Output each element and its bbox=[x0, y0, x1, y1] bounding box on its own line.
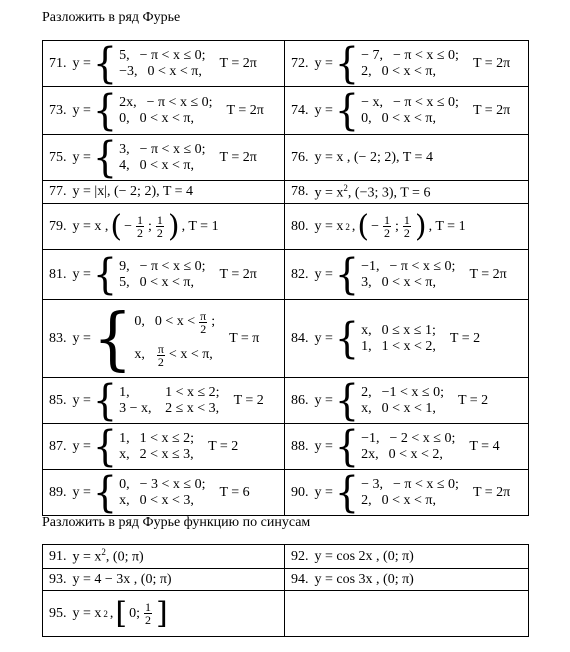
problem-number: 84. bbox=[291, 330, 309, 346]
period: T = π bbox=[229, 330, 260, 346]
cases bbox=[134, 310, 215, 368]
problem-number: 73. bbox=[49, 102, 67, 118]
brace-icon: { bbox=[92, 469, 118, 516]
problem-85 bbox=[43, 378, 285, 424]
problem-82 bbox=[285, 250, 529, 300]
case-value: 5, bbox=[119, 47, 130, 63]
problem-79 bbox=[43, 204, 285, 250]
expression: $y = x^2$, (0; π) bbox=[72, 547, 144, 565]
problem-number: 87. bbox=[49, 438, 67, 454]
cases bbox=[119, 259, 205, 291]
problem-number: 83. bbox=[49, 330, 67, 346]
lhs: y = bbox=[72, 438, 91, 454]
brace-icon: { bbox=[92, 134, 118, 181]
brace-icon: { bbox=[334, 423, 360, 470]
case-range: − π < x ≤ 0; bbox=[393, 94, 459, 110]
lhs: y = bbox=[72, 149, 91, 165]
problem-number: 75. bbox=[49, 149, 67, 165]
case-value: 0, bbox=[119, 476, 130, 492]
problem-89 bbox=[43, 470, 285, 516]
lhs: y = bbox=[314, 266, 333, 282]
brace-icon: { bbox=[92, 299, 133, 378]
case-value: 3, bbox=[361, 274, 372, 290]
case-range: 2 < x ≤ 3, bbox=[139, 446, 194, 462]
lhs: y = bbox=[314, 102, 333, 118]
case-value: −1, bbox=[361, 430, 380, 446]
expression: y = |x|, (− 2; 2), T = 4 bbox=[72, 184, 194, 199]
period: T = 2π bbox=[472, 484, 511, 500]
problem-number: 82. bbox=[291, 266, 309, 282]
case-range: − π < x ≤ 0; bbox=[139, 258, 206, 274]
expression: y = 4 − 3x , (0; π) bbox=[72, 571, 172, 587]
problem-77 bbox=[43, 181, 285, 204]
cases bbox=[361, 95, 459, 127]
section-heading-fourier: Разложить в ряд Фурье bbox=[42, 10, 181, 25]
paren-close-icon: ) bbox=[167, 208, 180, 244]
problem-75 bbox=[43, 135, 285, 181]
case-range: 1 < x ≤ 2; bbox=[139, 430, 195, 446]
brace-icon: { bbox=[92, 86, 118, 135]
brace-icon: { bbox=[92, 377, 118, 424]
case-value: 1, bbox=[119, 384, 130, 400]
lhs: y = bbox=[72, 330, 91, 346]
problem-81 bbox=[43, 250, 285, 300]
fraction: $\frac{1}{2}$ bbox=[403, 213, 410, 240]
paren-open-icon: ( bbox=[357, 208, 370, 244]
period: T = 2π bbox=[472, 55, 511, 71]
expression: y = x 2 , ( − $\frac{1}{2}$ ; $\frac{1}{2}$ ) , T = 1 bbox=[314, 208, 466, 244]
problem-92 bbox=[285, 545, 529, 569]
period: T = 6 bbox=[219, 484, 250, 500]
cases bbox=[119, 48, 205, 80]
cases bbox=[119, 385, 219, 417]
cases bbox=[361, 259, 455, 291]
expression: $y = x^2$, (−3; 3), T = 6 bbox=[314, 182, 431, 201]
expression: y = cos 2x , (0; π) bbox=[314, 548, 414, 564]
expression: y = x 2 , [ 0; $\frac{1}{2}$ ] bbox=[72, 595, 168, 631]
problem-83 bbox=[43, 300, 285, 378]
problem-94 bbox=[285, 569, 529, 591]
brace-icon: { bbox=[334, 314, 360, 363]
case-value: − 3, bbox=[361, 476, 383, 492]
period: T = 2 bbox=[233, 392, 264, 408]
fraction: $\frac{1}{2}$ bbox=[384, 213, 391, 240]
period: T = 2π bbox=[226, 102, 264, 118]
problem-number: 74. bbox=[291, 102, 309, 118]
case-value: 2x, bbox=[361, 446, 379, 462]
problem-87 bbox=[43, 424, 285, 470]
case-value: 2, bbox=[361, 63, 372, 79]
cases bbox=[119, 142, 205, 174]
case-value: x, bbox=[119, 492, 130, 508]
cases bbox=[119, 477, 205, 509]
brace-icon: { bbox=[334, 250, 360, 299]
brace-icon: { bbox=[334, 40, 360, 87]
case-range: 0 < x < 2, bbox=[388, 446, 443, 462]
case-value: 0, bbox=[361, 110, 372, 126]
case-range: 2 ≤ x < 3, bbox=[165, 400, 220, 416]
case-range: −1 < x ≤ 0; bbox=[381, 384, 444, 400]
brace-icon: { bbox=[92, 40, 118, 87]
problem-76 bbox=[285, 135, 529, 181]
lhs: y = bbox=[72, 392, 91, 408]
case-value: 0, bbox=[119, 110, 130, 126]
case-value: 0, bbox=[134, 314, 145, 329]
case-value: x, bbox=[119, 446, 130, 462]
case-range: 0 < x < π, bbox=[147, 63, 202, 79]
empty-cell bbox=[285, 591, 529, 637]
problem-number: 77. bbox=[49, 184, 67, 199]
period: T = 2π bbox=[469, 266, 507, 282]
lhs: y = bbox=[314, 438, 333, 454]
problem-number: 89. bbox=[49, 484, 67, 500]
lhs: y = bbox=[72, 102, 91, 118]
period: T = 2 bbox=[457, 392, 489, 408]
case-range: 0 < x < π, bbox=[139, 157, 194, 173]
period: T = 2π bbox=[219, 55, 257, 71]
cases bbox=[361, 477, 459, 509]
case-range: 0 < x < π, bbox=[139, 274, 194, 290]
case-range: − 3 < x ≤ 0; bbox=[139, 476, 206, 492]
period: T = 2π bbox=[472, 102, 511, 118]
problem-80 bbox=[285, 204, 529, 250]
problem-number: 94. bbox=[291, 571, 309, 587]
case-range: − π < x ≤ 0; bbox=[139, 47, 206, 63]
problem-71 bbox=[43, 41, 285, 87]
problem-90 bbox=[285, 470, 529, 516]
brace-icon: { bbox=[334, 86, 360, 135]
case-value: − 7, bbox=[361, 47, 383, 63]
cases bbox=[361, 48, 459, 80]
problem-number: 71. bbox=[49, 55, 67, 71]
fraction: $\frac{1}{2}$ bbox=[137, 213, 144, 240]
cases bbox=[361, 323, 436, 355]
problem-number: 72. bbox=[291, 55, 309, 71]
problem-number: 95. bbox=[49, 605, 67, 621]
paren-close-icon: ) bbox=[414, 208, 427, 244]
case-value: 2, bbox=[361, 492, 372, 508]
problem-number: 86. bbox=[291, 392, 309, 408]
problem-number: 91. bbox=[49, 548, 67, 564]
fraction: $\frac{1}{2}$ bbox=[145, 600, 152, 627]
cases bbox=[361, 431, 455, 463]
lhs: y = bbox=[314, 392, 333, 408]
problem-number: 80. bbox=[291, 218, 309, 234]
case-range: 0 < x < $\frac{\pi}{2}$ ; bbox=[154, 308, 216, 336]
case-range: − π < x ≤ 0; bbox=[139, 141, 206, 157]
cases bbox=[119, 95, 212, 127]
problem-72 bbox=[285, 41, 529, 87]
case-range: − 2 < x ≤ 0; bbox=[389, 430, 456, 446]
case-value: − x, bbox=[361, 94, 383, 110]
problem-number: 76. bbox=[291, 149, 309, 165]
period: T = 4 bbox=[469, 438, 500, 454]
case-value: x, bbox=[134, 347, 145, 362]
problem-86 bbox=[285, 378, 529, 424]
lhs: y = bbox=[314, 55, 333, 71]
brace-icon: { bbox=[334, 377, 360, 424]
expression: y = x , (− 2; 2), T = 4 bbox=[314, 149, 433, 165]
case-value: x, bbox=[361, 400, 372, 416]
problem-84 bbox=[285, 300, 529, 378]
case-range: 0 < x < π, bbox=[139, 110, 194, 126]
lhs: y = bbox=[314, 484, 333, 500]
brace-icon: { bbox=[92, 423, 118, 470]
case-range: − π < x ≤ 0; bbox=[146, 94, 213, 110]
case-value: 1, bbox=[361, 338, 372, 354]
case-range: 0 ≤ x ≤ 1; bbox=[381, 322, 436, 338]
problem-74 bbox=[285, 87, 529, 135]
problem-number: 92. bbox=[291, 548, 309, 564]
case-range: 0 < x < π, bbox=[381, 110, 436, 126]
case-range: 0 < x < π, bbox=[381, 492, 436, 508]
case-value: 2, bbox=[361, 384, 372, 400]
case-range: 1 < x < 2, bbox=[381, 338, 436, 354]
case-value: 9, bbox=[119, 258, 130, 274]
problem-number: 78. bbox=[291, 184, 309, 199]
problems-table-sine bbox=[42, 544, 529, 637]
problem-88 bbox=[285, 424, 529, 470]
case-value: −3, bbox=[119, 63, 138, 79]
paren-open-icon: ( bbox=[110, 208, 123, 244]
problem-number: 93. bbox=[49, 571, 67, 587]
case-range: 0 < x < π, bbox=[381, 63, 436, 79]
case-value: 2x, bbox=[119, 94, 137, 110]
lhs: y = bbox=[314, 330, 333, 346]
case-value: 4, bbox=[119, 157, 130, 173]
lhs: y = bbox=[72, 266, 91, 282]
problem-93 bbox=[43, 569, 285, 591]
case-value: 3, bbox=[119, 141, 130, 157]
lhs: y = bbox=[72, 484, 91, 500]
bracket-close-icon: ] bbox=[156, 595, 168, 631]
problem-number: 85. bbox=[49, 392, 67, 408]
lhs: y = bbox=[72, 55, 91, 71]
case-range: 0 < x < 3, bbox=[139, 492, 194, 508]
case-value: 5, bbox=[119, 274, 130, 290]
case-range: 1 < x ≤ 2; bbox=[165, 384, 220, 400]
case-value: x, bbox=[361, 322, 372, 338]
period: T = 2π bbox=[219, 149, 257, 165]
period: T = 2 bbox=[208, 438, 239, 454]
problem-number: 79. bbox=[49, 218, 67, 234]
brace-icon: { bbox=[92, 250, 118, 299]
cases bbox=[119, 431, 194, 463]
case-range: 0 < x < 1, bbox=[381, 400, 436, 416]
case-range: 0 < x < π, bbox=[381, 274, 436, 290]
bracket-open-icon: [ bbox=[115, 595, 128, 631]
case-range: − π < x ≤ 0; bbox=[393, 476, 459, 492]
cases bbox=[361, 385, 444, 417]
expression: y = x , ( − $\frac{1}{2}$ ; $\frac{1}{2}$ ) , T = 1 bbox=[72, 208, 219, 244]
period: T = 2 bbox=[449, 330, 481, 346]
case-value: −1, bbox=[361, 258, 380, 274]
case-value: 3 − x, bbox=[119, 400, 152, 416]
case-range: $\frac{\pi}{2}$ < x < π, bbox=[157, 341, 213, 369]
fraction: $\frac{1}{2}$ bbox=[156, 213, 163, 240]
problems-table-fourier bbox=[42, 40, 529, 516]
period: T = 2π bbox=[219, 266, 257, 282]
problem-number: 81. bbox=[49, 266, 67, 282]
problem-95 bbox=[43, 591, 285, 637]
section-heading-sine-series: Разложить в ряд Фурье функцию по синусам bbox=[42, 515, 311, 530]
expression: y = cos 3x , (0; π) bbox=[314, 571, 414, 587]
problem-number: 90. bbox=[291, 484, 309, 500]
problem-73 bbox=[43, 87, 285, 135]
case-range: − π < x ≤ 0; bbox=[389, 258, 456, 274]
case-value: 1, bbox=[119, 430, 130, 446]
problem-number: 88. bbox=[291, 438, 309, 454]
problem-78 bbox=[285, 181, 529, 204]
brace-icon: { bbox=[334, 469, 360, 516]
problem-91 bbox=[43, 545, 285, 569]
case-range: − π < x ≤ 0; bbox=[393, 47, 459, 63]
